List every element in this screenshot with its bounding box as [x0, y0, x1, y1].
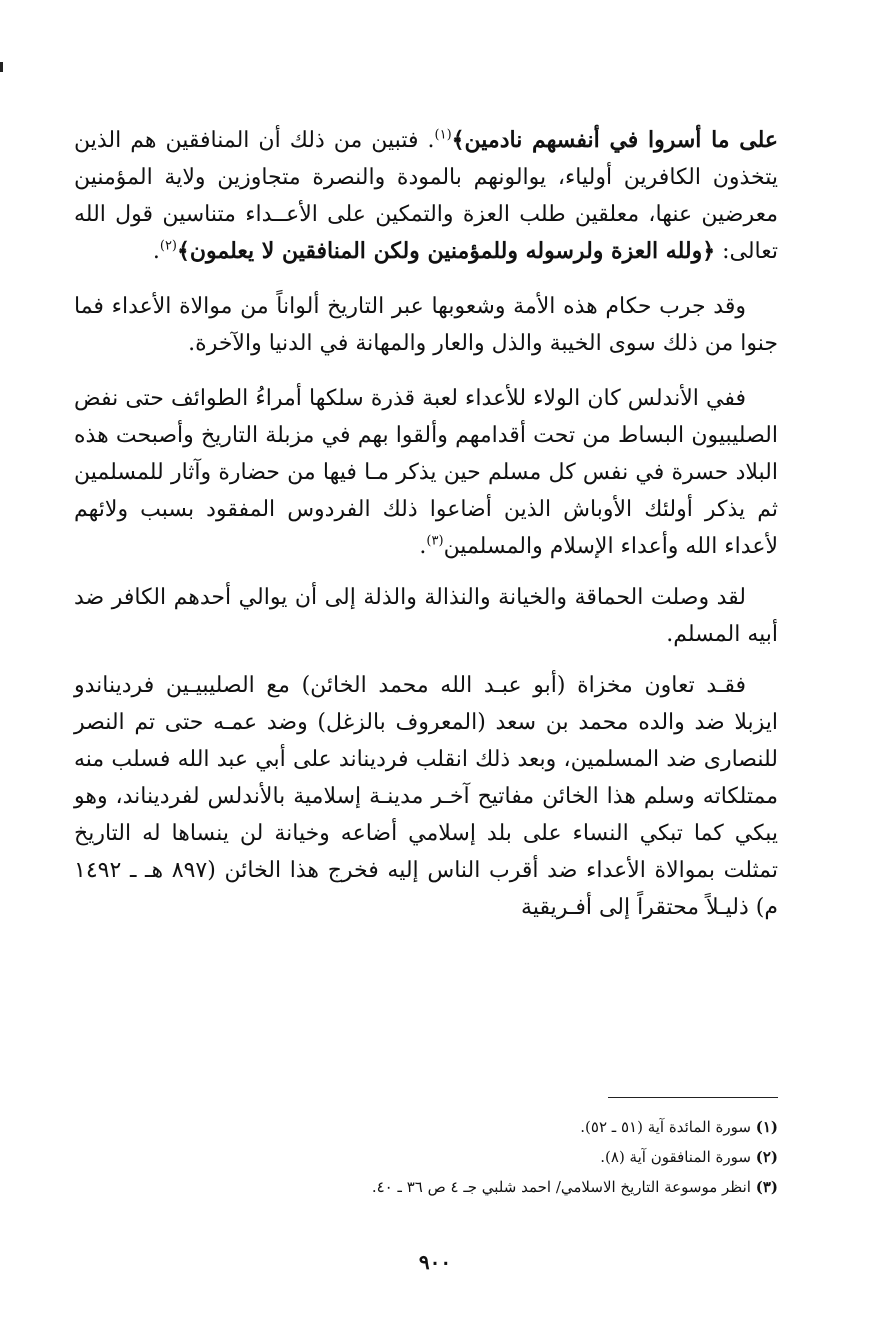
- footnote-ref-3[interactable]: (٣): [426, 533, 444, 549]
- paragraph-gap: [74, 270, 778, 288]
- page-number: ٩٠٠: [418, 1250, 452, 1274]
- paragraph-1: [74, 122, 778, 270]
- footnote-text: سورة المنافقون آية (٨).: [600, 1148, 751, 1166]
- footnote-text: انظر موسوعة التاريخ الاسلامي/ احمد شلبي جـ ٤ ص ٣٦ ـ ٤٠.: [371, 1178, 751, 1196]
- footnote-2: [74, 1142, 778, 1172]
- footnote-number: (١): [755, 1118, 778, 1136]
- paragraph-gap: [74, 653, 778, 667]
- paragraph-5: فقـد تعاون مخزاة (أبو عبـد الله محمد الخائن) مع الصليبيـين فرديناندو ايزبلا ضد والده محمد بن سعد (المعروف بالزغل) وضد عمـه حتى تم النصر للنصارى ضد المسلمين، وبعد ذلك انقلب فرديناند على أبي عبد الله فسلب منه ممتلكاته وسلم هذا الخائن مفاتيح آخـر مدينـة إسلامية بالأندلس لفرديناند، وهو يبكي كما تبكي النساء على بلد إسلامي أضاعه وخيانة لن ينساها له التاريخ تمثلت بموالاة الأعداء ضد أقرب الناس إليه فخرج هذا الخائن (٨٩٧ هـ ـ ١٤٩٢ م) ذليـلاً محتقراً إلى أفـريقية: [74, 673, 778, 920]
- paragraph-2: وقد جرب حكام هذه الأمة وشعوبها عبر التاريخ ألواناً من موالاة الأعداء فما جنوا من ذلك سوى الخيبة والذل والعار والمهانة في الدنيا والآخرة.: [74, 294, 778, 356]
- footnote-separator: [608, 1097, 778, 1098]
- paragraph-1-end: .: [152, 239, 160, 264]
- footnote-number: (٣): [755, 1178, 778, 1196]
- footnote-ref-1[interactable]: (١): [434, 127, 452, 143]
- footnote-3: [74, 1172, 778, 1202]
- paragraph-1-text: . فتبين من ذلك أن المنافقين هم الذين يتخذون الكافرين أولياء، يوالونهم بالمودة والنصرة متجاوزين ولاية المؤمنين معرضين عنها، معلقين طلب العزة والتمكين على الأعــداء متناسين قول الله تعالى:: [74, 128, 778, 264]
- footnotes: [74, 1112, 778, 1202]
- footnote-number: (٢): [755, 1148, 778, 1166]
- quran-quote-1: على ما أسروا في أنفسهم نادمين﴾: [451, 127, 778, 153]
- footnote-text: سورة المائدة آية (٥١ ـ ٥٢).: [580, 1118, 751, 1136]
- paragraph-3-end: .: [419, 534, 427, 559]
- paragraph-gap: [74, 565, 778, 579]
- paragraph-4: لقد وصلت الحماقة والخيانة والنذالة والذلة إلى أن يوالي أحدهم الكافر ضد أبيه المسلم.: [74, 585, 778, 647]
- paragraph-3-text: ففي الأندلس كان الولاء للأعداء لعبة قذرة سلكها أمراءُ الطوائف حتى نفض الصليبيون البساط من تحت أقدامهم وألقوا بهم في مزبلة التاريخ وأصبحت هذه البلاد حسرة في نفس كل مسلم حين يذكر مـا فيها من حضارة وآثار للمسلمين ثم يذكر أولئك الأوباش الذين أضاعوا ذلك الفردوس المفقود بسبب ولائهم لأعداء الله وأعداء الإسلام والمسلمين: [74, 386, 778, 559]
- margin-mark: [0, 62, 3, 72]
- main-text: [74, 122, 778, 926]
- quran-quote-2: ﴿ولله العزة ولرسوله وللمؤمنين ولكن المنافقين لا يعلمون﴾: [177, 238, 716, 264]
- paragraph-3: [74, 380, 778, 565]
- paragraph-gap: [74, 362, 778, 380]
- footnote-ref-2[interactable]: (٢): [159, 238, 177, 254]
- footnote-1: [74, 1112, 778, 1142]
